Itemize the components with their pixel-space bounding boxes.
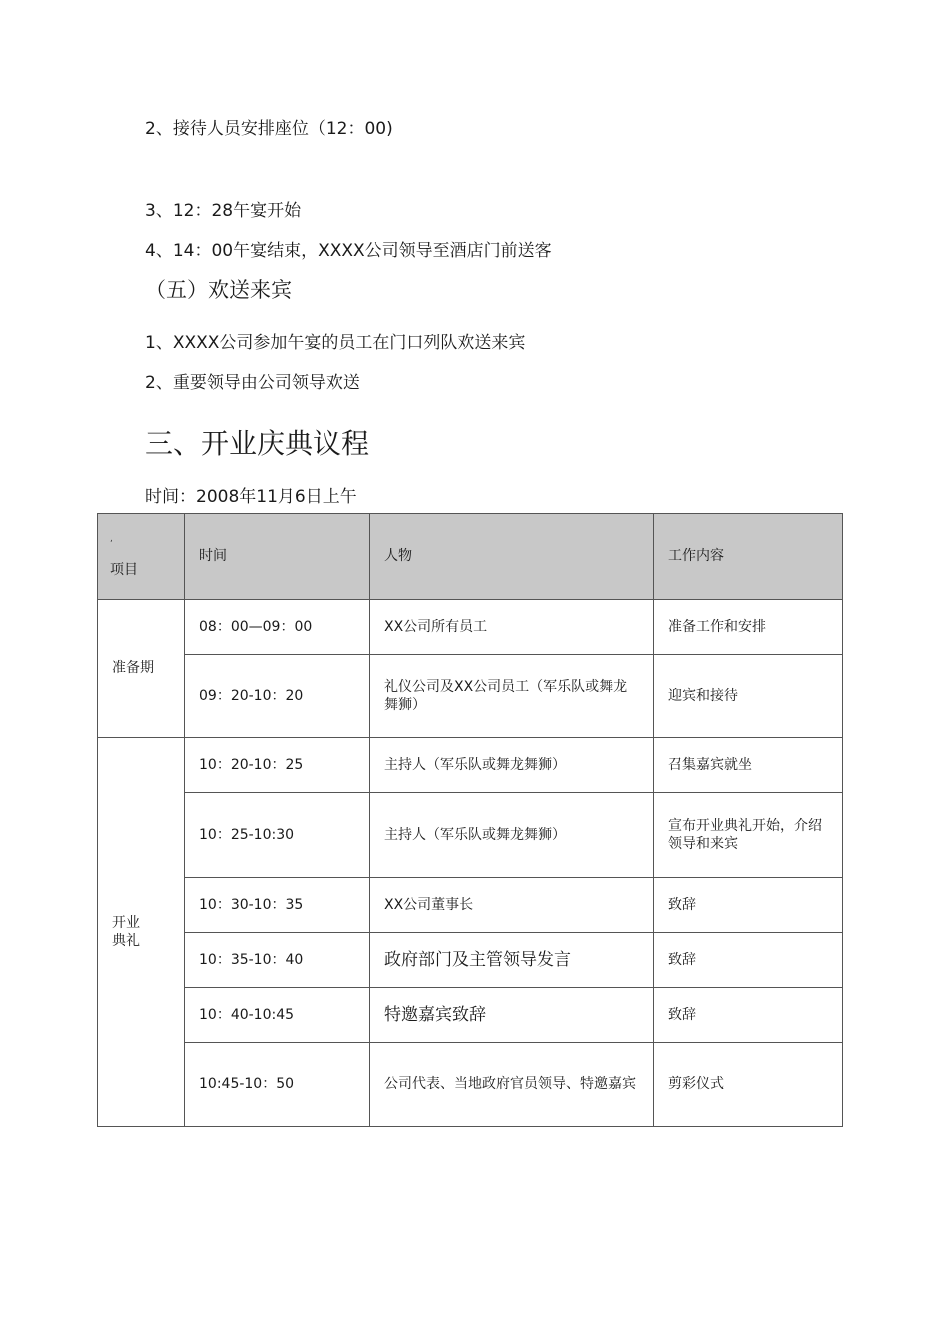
header-project-label: 项目 — [110, 562, 138, 579]
row-person: 主持人（军乐队或舞龙舞狮） — [370, 738, 654, 793]
table-row — [98, 600, 843, 655]
group-ceremony-line2: 典礼 — [112, 933, 140, 949]
table-row — [98, 655, 843, 738]
row-person: XX公司所有员工 — [370, 600, 654, 655]
group-ceremony-line1: 开业 — [112, 914, 140, 931]
row-time: 10:45-10：50 — [185, 1043, 370, 1127]
row-person: 公司代表、当地政府官员领导、特邀嘉宾 — [370, 1043, 654, 1127]
step-seat-arrangement: 2、接待人员安排座位（12：00) — [145, 119, 393, 139]
section-ceremony-heading: 三、开业庆典议程 — [145, 427, 370, 460]
row-time: 10：40-10:45 — [185, 988, 370, 1043]
group-ceremony — [98, 738, 185, 1127]
section-farewell-heading: （五）欢送来宾 — [145, 278, 292, 302]
row-content: 剪彩仪式 — [654, 1043, 843, 1127]
table-row — [98, 988, 843, 1043]
agenda-table — [97, 513, 843, 1127]
table-row — [98, 1043, 843, 1127]
row-time: 09：20-10：20 — [185, 655, 370, 738]
header-project — [98, 514, 185, 600]
header-person: 人物 — [370, 514, 654, 600]
header-tick-mark: , — [110, 534, 113, 544]
group-prep: 准备期 — [98, 600, 185, 738]
farewell-step-2: 2、重要领导由公司领导欢送 — [145, 373, 360, 393]
farewell-step-1: 1、XXXX公司参加午宴的员工在门口列队欢送来宾 — [145, 333, 526, 353]
row-content: 致辞 — [654, 933, 843, 988]
row-content: 致辞 — [654, 988, 843, 1043]
row-time: 08：00—09：00 — [185, 600, 370, 655]
header-time: 时间 — [185, 514, 370, 600]
row-time: 10：35-10：40 — [185, 933, 370, 988]
row-person: 特邀嘉宾致辞 — [370, 988, 654, 1043]
row-content: 召集嘉宾就坐 — [654, 738, 843, 793]
step-lunch-end: 4、14：00午宴结束，XXXX公司领导至酒店门前送客 — [145, 241, 552, 261]
row-time: 10：25-10:30 — [185, 793, 370, 878]
row-content: 宣布开业典礼开始，介绍领导和来宾 — [654, 793, 843, 878]
row-content: 致辞 — [654, 878, 843, 933]
row-person: 政府部门及主管领导发言 — [370, 933, 654, 988]
table-row — [98, 738, 843, 793]
ceremony-date: 时间：2008年11月6日上午 — [145, 487, 357, 507]
table-row — [98, 933, 843, 988]
table-row — [98, 878, 843, 933]
row-time: 10：20-10：25 — [185, 738, 370, 793]
row-person: XX公司董事长 — [370, 878, 654, 933]
row-content: 准备工作和安排 — [654, 600, 843, 655]
header-content: 工作内容 — [654, 514, 843, 600]
row-time: 10：30-10：35 — [185, 878, 370, 933]
step-lunch-start: 3、12：28午宴开始 — [145, 201, 302, 221]
row-person: 礼仪公司及XX公司员工（军乐队或舞龙舞狮） — [370, 655, 654, 738]
table-header-row — [98, 514, 843, 600]
row-person: 主持人（军乐队或舞龙舞狮） — [370, 793, 654, 878]
table-row — [98, 793, 843, 878]
row-content: 迎宾和接待 — [654, 655, 843, 738]
